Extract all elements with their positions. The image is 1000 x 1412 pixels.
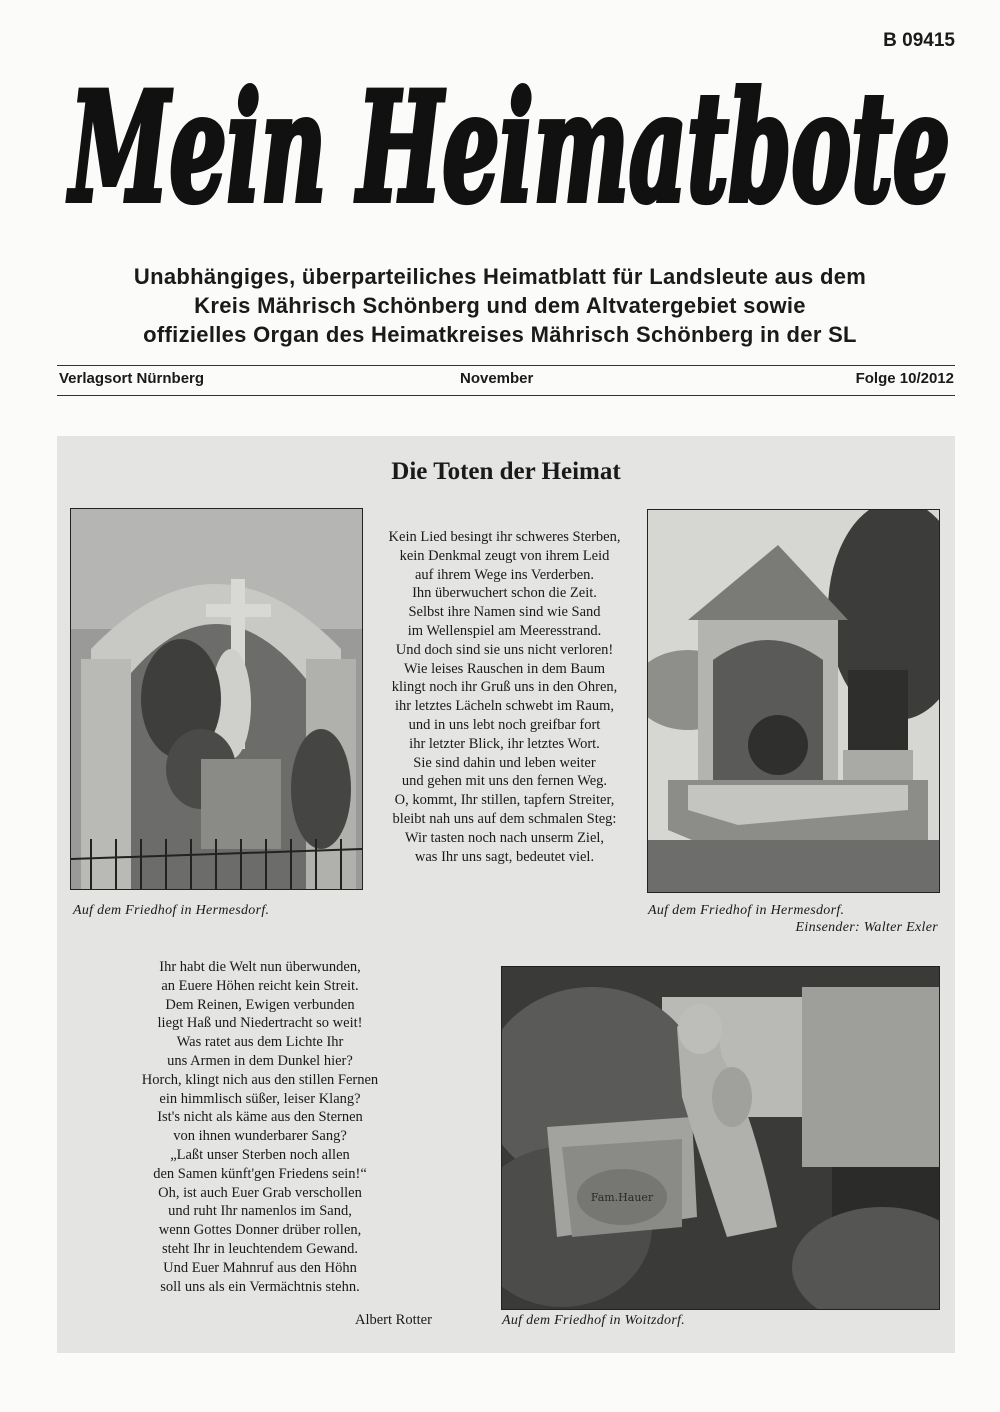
poem-line: und ruht Ihr namenlos im Sand, — [168, 1203, 352, 1220]
masthead-title: Mein Heimatbote — [67, 60, 951, 236]
poem-line: „Laßt unser Sterben noch allen — [170, 1146, 350, 1163]
photo-hermesdorf-chapel — [70, 508, 363, 890]
poem-line: ihr letztes Lächeln schwebt im Raum, — [394, 698, 615, 715]
poem-line: Dem Reinen, Ewigen verbunden — [165, 996, 355, 1013]
issue-number: Folge 10/2012 — [855, 370, 954, 387]
poem-line: Horch, klingt nich aus den stillen Fernen — [141, 1071, 379, 1088]
poem-line: Oh, ist auch Euer Grab verschollen — [158, 1184, 362, 1201]
poem-line: und in uns lebt noch greifbar fort — [408, 716, 601, 733]
poem-line: Und Euer Mahnruf aus den Höhn — [163, 1259, 357, 1276]
subtitle-line: Kreis Mährisch Schönberg und dem Altvatergebiet sowie — [194, 293, 806, 318]
masthead-logo — [60, 30, 960, 255]
poem-line: kein Denkmal zeugt von ihrem Leid — [399, 547, 610, 564]
subtitle-line: offizielles Organ des Heimatkreises Mährisch Schönberg in der SL — [143, 322, 857, 347]
rule-bottom — [57, 395, 955, 396]
poem-line: uns Armen in dem Dunkel hier? — [167, 1052, 353, 1069]
poem-line: Was ratet aus dem Lichte Ihr — [176, 1034, 344, 1051]
caption-photo3: Auf dem Friedhof in Woitzdorf. — [502, 1313, 686, 1328]
poem-first — [362, 528, 647, 866]
caption-photo2: Auf dem Friedhof in Hermesdorf. — [648, 903, 845, 918]
poem-line: ein himmlisch süßer, leiser Klang? — [159, 1090, 361, 1107]
poem-line: was Ihr uns sagt, bedeutet viel. — [414, 848, 595, 865]
poem-line: Und doch sind sie uns nicht verloren! — [395, 641, 614, 658]
poem-line: an Euere Höhen reicht kein Streit. — [161, 977, 359, 994]
poem-second — [110, 958, 410, 1296]
publication-place: Verlagsort Nürnberg — [59, 370, 205, 387]
poem-line: liegt Haß und Niedertracht so weit! — [157, 1015, 363, 1032]
poem-line: bleibt nah uns auf dem schmalen Steg: — [392, 810, 617, 827]
stone-inscription: Fam.Hauer — [590, 1191, 654, 1204]
poem-line: Ihr habt die Welt nun überwunden, — [159, 959, 361, 975]
poem-line: im Wellenspiel am Meeresstrand. — [407, 622, 602, 639]
feature-title: Die Toten der Heimat — [391, 458, 621, 485]
photo-hermesdorf-grave — [647, 509, 940, 893]
poem-line: auf ihrem Wege ins Verderben. — [414, 566, 595, 583]
poem-line: Selbst ihre Namen sind wie Sand — [408, 604, 601, 621]
poem-line: den Samen künft'gen Friedens sein!“ — [153, 1165, 367, 1182]
caption-photo2-sender: Einsender: Walter Exler — [795, 920, 938, 935]
poem-line: soll uns als ein Vermächtnis stehn. — [160, 1278, 360, 1295]
poem-author: Albert Rotter — [355, 1312, 432, 1328]
rule-top — [57, 365, 955, 366]
issue-month: November — [460, 370, 534, 387]
photo-woitzdorf-statue — [501, 966, 940, 1310]
subtitle — [40, 262, 960, 349]
poem-line: und gehen mit uns den fernen Weg. — [401, 773, 608, 790]
issn-code: B 09415 — [883, 30, 955, 51]
poem-line: Sie sind dahin und leben weiter — [413, 754, 596, 771]
poem-line: ihr letzter Blick, ihr letztes Wort. — [409, 735, 600, 752]
poem-line: Kein Lied besingt ihr schweres Sterben, — [388, 529, 621, 545]
poem-line: wenn Gottes Donner drüber rollen, — [158, 1222, 362, 1239]
poem-line: Wir tasten noch nach unserm Ziel, — [404, 829, 605, 846]
poem-line: O, kommt, Ihr stillen, tapfern Streiter, — [394, 792, 615, 809]
poem-line: von ihnen wunderbarer Sang? — [173, 1128, 347, 1145]
poem-line: steht Ihr in leuchtendem Gewand. — [161, 1240, 359, 1257]
poem-line: Ihn überwuchert schon die Zeit. — [412, 585, 597, 602]
poem-line: Wie leises Rauschen in dem Baum — [403, 660, 606, 677]
caption-photo1: Auf dem Friedhof in Hermesdorf. — [73, 903, 270, 918]
poem-line: Ist's nicht als käme aus den Sternen — [157, 1109, 363, 1126]
poem-line: klingt noch ihr Gruß uns in den Ohren, — [391, 679, 618, 696]
subtitle-line: Unabhängiges, überparteiliches Heimatblatt für Landsleute aus dem — [133, 264, 867, 289]
